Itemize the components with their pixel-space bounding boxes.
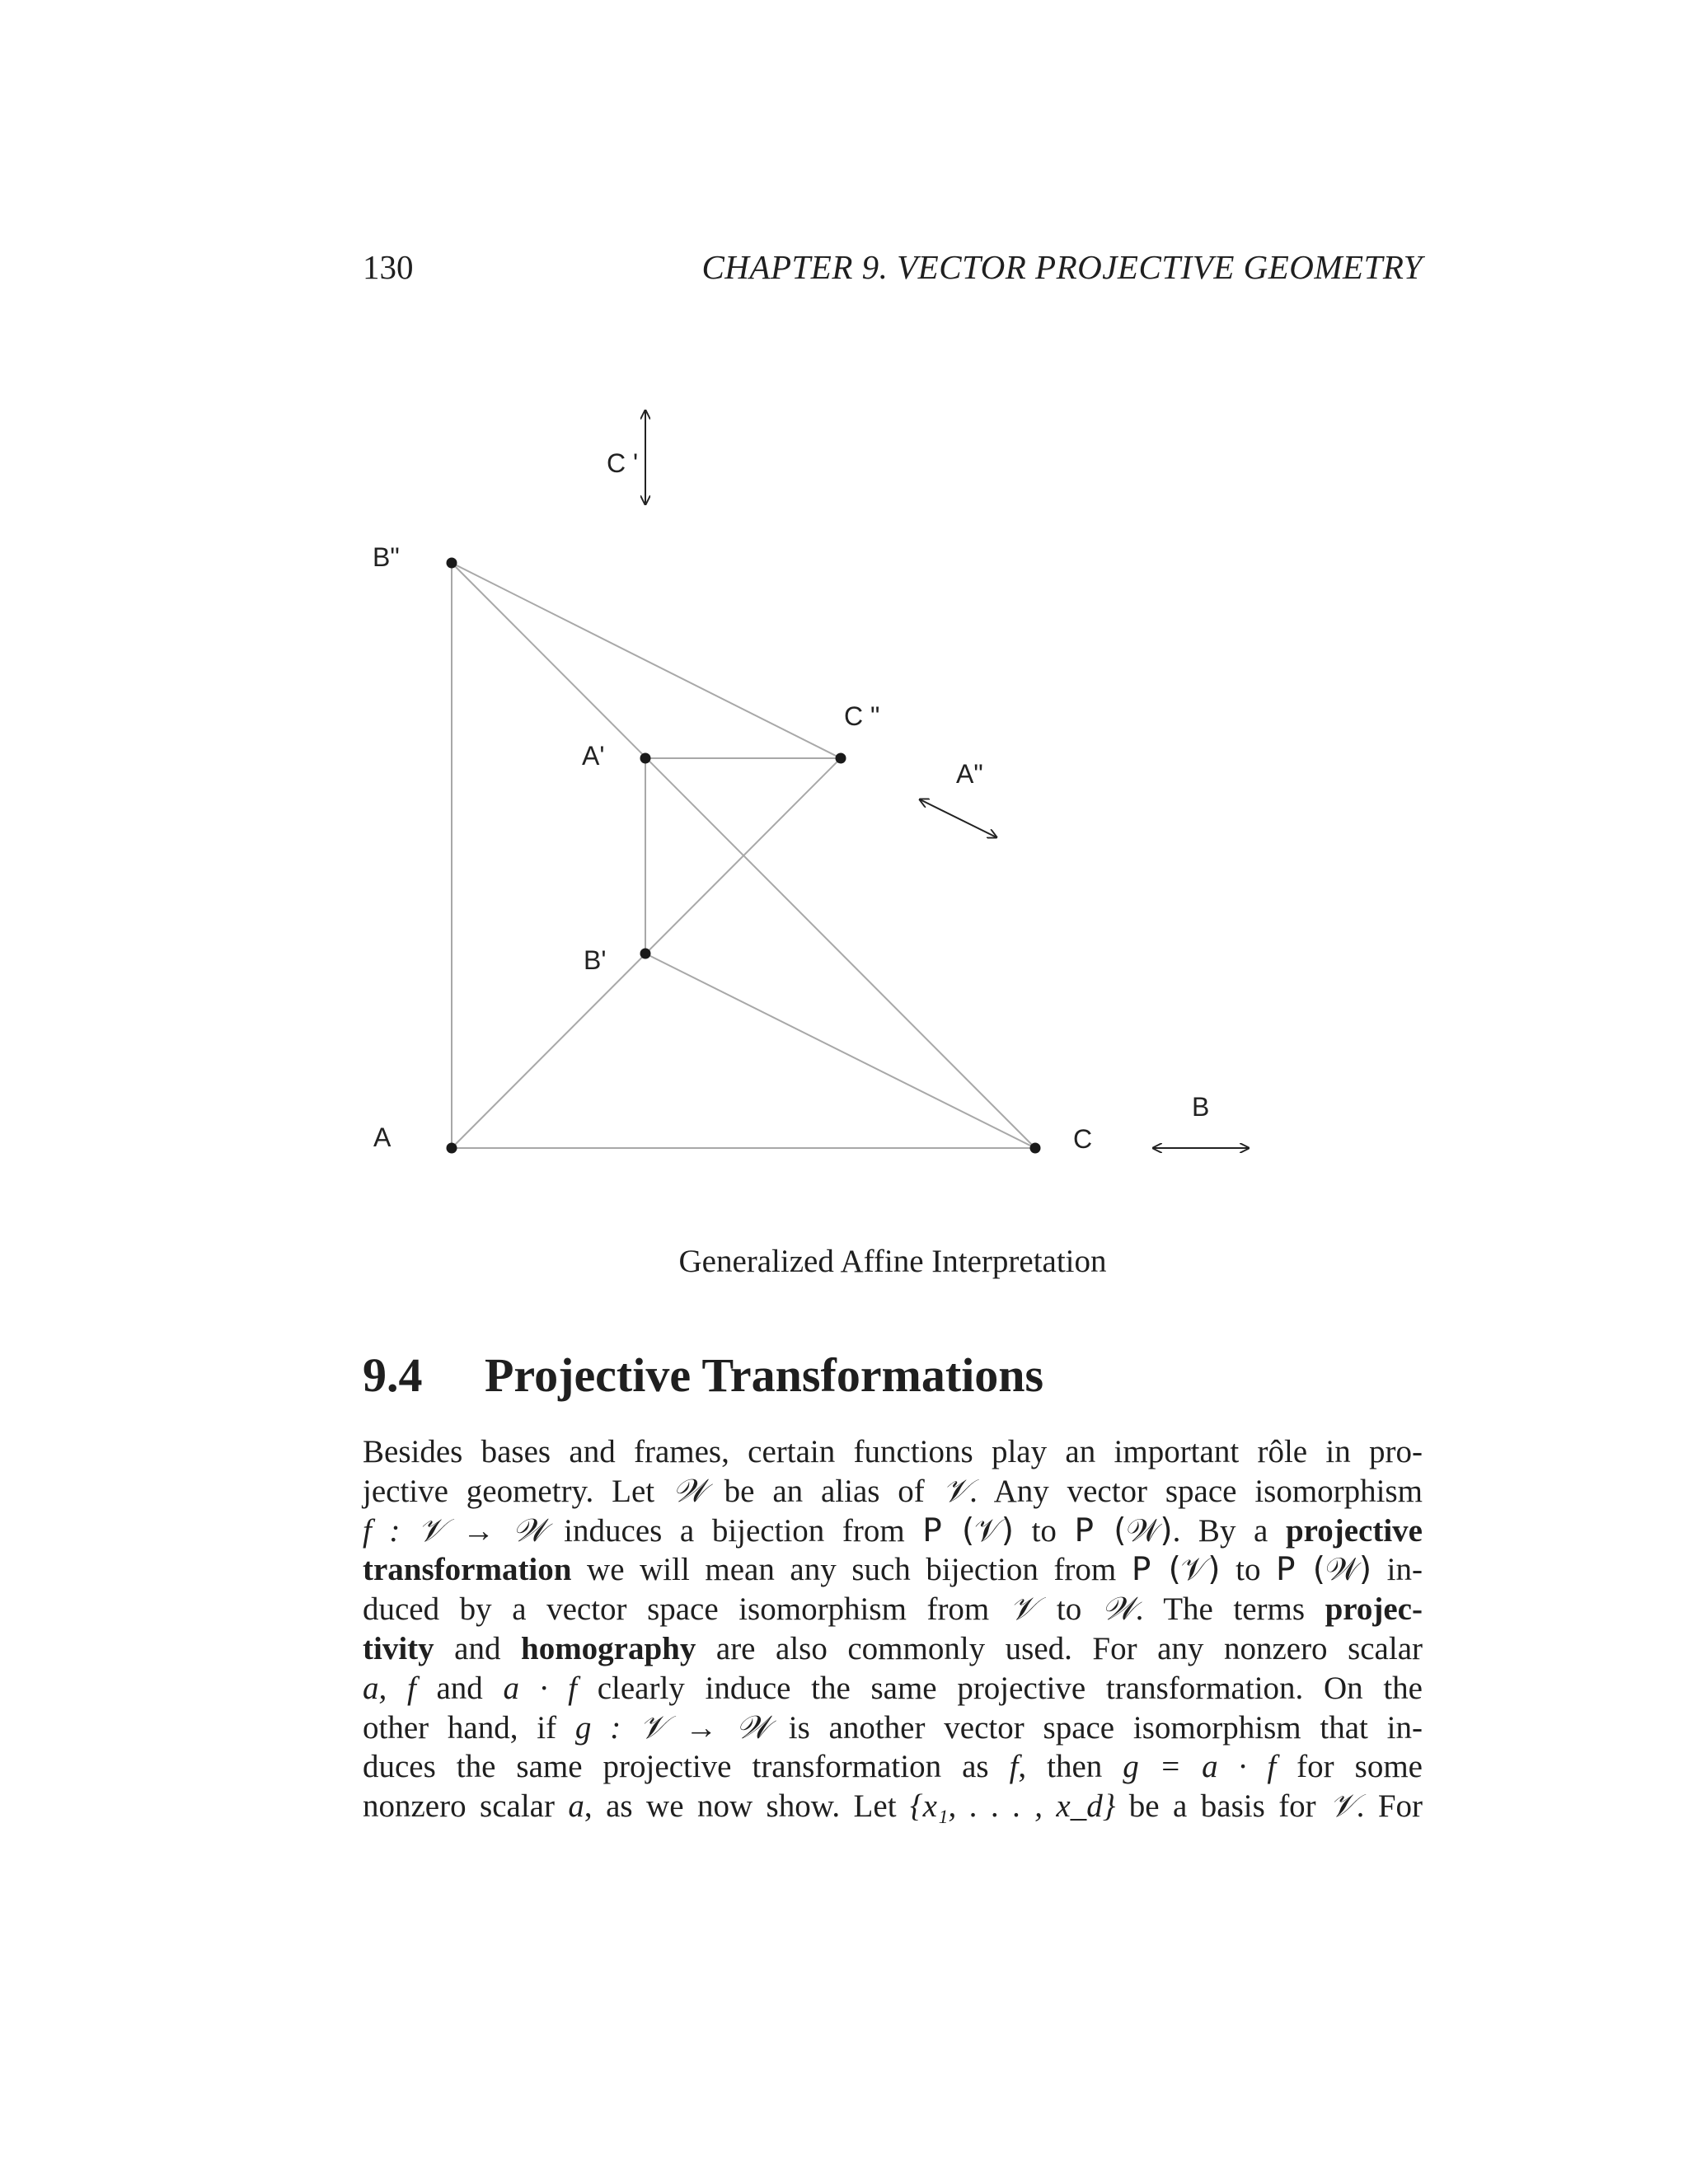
term-transformation: transformation: [363, 1552, 572, 1588]
term-projective: projective: [1285, 1512, 1423, 1549]
label-A: A: [373, 1122, 392, 1152]
paragraph-line: duced by a vector space isomorphism from 𝒱 to 𝒲. The terms projec-: [363, 1591, 1423, 1629]
label-C: C: [1073, 1124, 1093, 1154]
paragraph-line: duces the same projective transformation as f, then g = a · f for some: [363, 1749, 1423, 1785]
point-A: [447, 1143, 457, 1154]
point-B-double-prime: [447, 558, 457, 569]
point-C: [1030, 1143, 1041, 1154]
term-projectivity-cont: tivity: [363, 1630, 434, 1666]
body-paragraph: [363, 1432, 1423, 1826]
paragraph-line: jective geometry. Let 𝒲 be an alias of 𝒱. Any vector space isomorphism: [363, 1472, 1423, 1510]
label-B-prime: B': [584, 945, 607, 975]
label-A-prime: A': [582, 741, 605, 771]
label-C-prime: C ': [607, 448, 639, 478]
paragraph-line: tivity and homography are also commonly used. For any nonzero scalar: [363, 1630, 1423, 1666]
page-number: 130: [363, 248, 414, 286]
figure-caption: Generalized Affine Interpretation: [678, 1244, 1107, 1279]
segment-Bdouble-Cdouble: [452, 563, 841, 758]
paragraph-line: Besides bases and frames, certain functions play an important rôle in pro-: [363, 1434, 1423, 1469]
point-C-double-prime: [836, 753, 846, 764]
section-heading: [363, 1347, 1423, 1403]
label-A-double-prime: A": [956, 759, 983, 789]
label-B: B: [1192, 1092, 1210, 1122]
label-B-double-prime: B": [373, 542, 400, 572]
paragraph-line: other hand, if g : 𝒱 → 𝒲 is another vector space isomorphism that in-: [363, 1709, 1423, 1746]
arrow-A-double-prime-diagonal: [920, 799, 996, 837]
term-projectivity: projec-: [1325, 1591, 1423, 1628]
section-title: Projective Transformations: [485, 1348, 1044, 1402]
segment-Bprime-C: [645, 954, 1035, 1148]
label-C-double-prime: C ": [844, 701, 880, 731]
term-homography: homography: [521, 1630, 696, 1666]
paragraph-line: nonzero scalar a, as we now show. Let {x₁, . . . , x_d} be a basis for 𝒱. For: [363, 1788, 1423, 1825]
paragraph-line: f : 𝒱 → 𝒲 induces a bijection from P (𝒱) to P (𝒲). By a projective: [363, 1511, 1423, 1549]
point-A-prime: [640, 753, 651, 764]
section-number: 9.4: [363, 1348, 423, 1402]
chapter-title: CHAPTER 9. VECTOR PROJECTIVE GEOMETRY: [701, 248, 1423, 286]
paragraph-line: a, f and a · f clearly induce the same projective transformation. On the: [363, 1670, 1423, 1706]
point-B-prime: [640, 949, 651, 959]
paragraph-line: transformation we will mean any such bijection from P (𝒱) to P (𝒲) in-: [363, 1551, 1423, 1589]
